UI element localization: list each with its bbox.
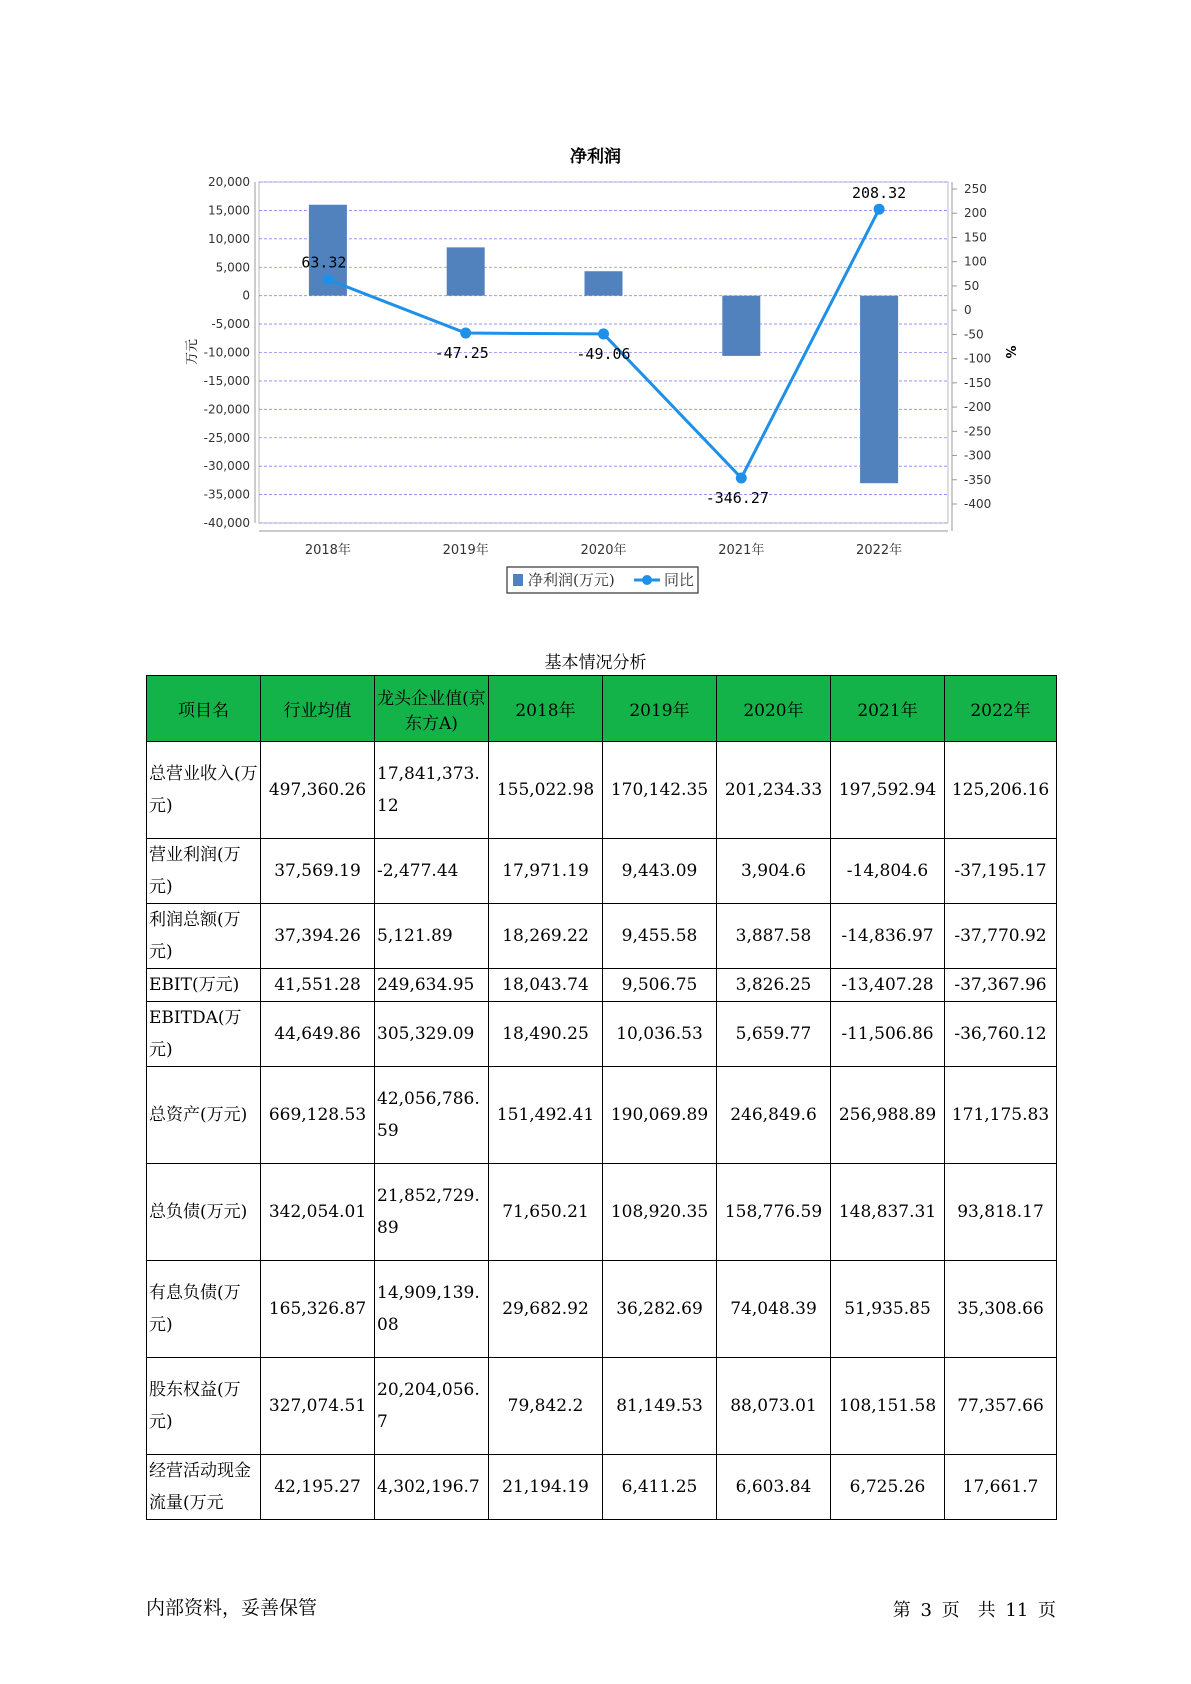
table-cell: 197,592.94 (831, 742, 945, 839)
table-cell: 36,282.69 (603, 1261, 717, 1358)
line-point (322, 274, 333, 285)
line-point (736, 472, 747, 483)
row-label: 股东权益(万元) (147, 1358, 261, 1455)
legend-bar-label: 净利润(万元) (528, 571, 615, 589)
legend-bar-swatch (513, 574, 523, 586)
line-point (874, 204, 885, 215)
y-tick-label: 15,000 (208, 203, 250, 218)
y-tick-label: -20,000 (203, 402, 250, 417)
table-cell: 125,206.16 (945, 742, 1057, 839)
y2-tick-label: 100 (964, 254, 987, 269)
table-cell: 9,455.58 (603, 904, 717, 969)
row-label: 总负债(万元) (147, 1164, 261, 1261)
y2-tick-label: 150 (964, 230, 987, 245)
y-tick-label: -25,000 (203, 430, 250, 445)
data-label: -49.06 (576, 344, 631, 363)
table-cell: 4,302,196.7 (375, 1455, 489, 1520)
table-cell: 171,175.83 (945, 1067, 1057, 1164)
row-label: 利润总额(万元) (147, 904, 261, 969)
y2-axis-title: % (1002, 345, 1017, 359)
chart-title: 净利润 (570, 147, 621, 167)
table-cell: 6,411.25 (603, 1455, 717, 1520)
table-cell: 165,326.87 (261, 1261, 375, 1358)
table-cell: 669,128.53 (261, 1067, 375, 1164)
table-cell: 17,971.19 (489, 839, 603, 904)
table-cell: 44,649.86 (261, 1002, 375, 1067)
row-label: 总资产(万元) (147, 1067, 261, 1164)
y2-tick-label: -300 (964, 448, 992, 463)
table-cell: 21,194.19 (489, 1455, 603, 1520)
table-cell: 42,195.27 (261, 1455, 375, 1520)
table-cell: 3,887.58 (717, 904, 831, 969)
table-cell: 9,506.75 (603, 969, 717, 1002)
y-tick-label: -35,000 (203, 487, 250, 502)
data-label: 63.32 (301, 253, 347, 272)
table-cell: 305,329.09 (375, 1002, 489, 1067)
y2-tick-label: -350 (964, 472, 992, 487)
header-item-name: 项目名 (147, 676, 261, 742)
y-tick-label: 20,000 (208, 175, 250, 189)
table-cell: 71,650.21 (489, 1164, 603, 1261)
table-cell: 81,149.53 (603, 1358, 717, 1455)
x-tick-label: 2019年 (442, 543, 489, 558)
table-cell: -14,804.6 (831, 839, 945, 904)
header-2022: 2022年 (945, 676, 1057, 742)
x-tick-label: 2021年 (718, 543, 765, 558)
data-label: 208.32 (852, 184, 907, 203)
y-tick-label: 10,000 (208, 231, 250, 246)
page-number: 第 3 页 共 11 页 (892, 1600, 1056, 1621)
table-cell: 148,837.31 (831, 1164, 945, 1261)
table-cell: 170,142.35 (603, 742, 717, 839)
table-cell: -37,367.96 (945, 969, 1057, 1002)
table-cell: 20,204,056.7 (375, 1358, 489, 1455)
header-2019: 2019年 (603, 676, 717, 742)
table-cell: -13,407.28 (831, 969, 945, 1002)
table-cell: 108,151.58 (831, 1358, 945, 1455)
table-row (147, 1067, 1057, 1164)
y2-tick-label: 250 (964, 182, 987, 196)
table-cell: 3,904.6 (717, 839, 831, 904)
table-cell: 190,069.89 (603, 1067, 717, 1164)
table-cell: 77,357.66 (945, 1358, 1057, 1455)
bar (585, 271, 623, 295)
table-cell: 246,849.6 (717, 1067, 831, 1164)
y-tick-label: 5,000 (215, 260, 250, 275)
header-2021: 2021年 (831, 676, 945, 742)
y-tick-label: -30,000 (203, 459, 250, 474)
y2-tick-label: 200 (964, 206, 987, 221)
row-label: EBITDA(万元) (147, 1002, 261, 1067)
table-cell: -11,506.86 (831, 1002, 945, 1067)
table-cell: 6,725.26 (831, 1455, 945, 1520)
table-cell: 10,036.53 (603, 1002, 717, 1067)
table-cell: -2,477.44 (375, 839, 489, 904)
table-cell: 5,659.77 (717, 1002, 831, 1067)
table-cell: -37,770.92 (945, 904, 1057, 969)
table-cell: 14,909,139.08 (375, 1261, 489, 1358)
table-cell: 21,852,729.89 (375, 1164, 489, 1261)
table-cell: 9,443.09 (603, 839, 717, 904)
table-row (147, 1164, 1057, 1261)
table-cell: 201,234.33 (717, 742, 831, 839)
x-tick-label: 2018年 (304, 543, 351, 558)
table-cell: 327,074.51 (261, 1358, 375, 1455)
table-cell: 5,121.89 (375, 904, 489, 969)
table-cell: 17,661.7 (945, 1455, 1057, 1520)
row-label: 营业利润(万元) (147, 839, 261, 904)
table-cell: 79,842.2 (489, 1358, 603, 1455)
header-2018: 2018年 (489, 676, 603, 742)
table-row (147, 839, 1057, 904)
table-cell: 18,490.25 (489, 1002, 603, 1067)
table-cell: 151,492.41 (489, 1067, 603, 1164)
table-cell: 3,826.25 (717, 969, 831, 1002)
table-row (147, 969, 1057, 1002)
line-point (598, 328, 609, 339)
table-cell: 42,056,786.59 (375, 1067, 489, 1164)
table-cell: 108,920.35 (603, 1164, 717, 1261)
row-label: EBIT(万元) (147, 969, 261, 1002)
basic-analysis-table (146, 675, 1057, 1520)
x-tick-label: 2022年 (856, 543, 903, 558)
table-cell: 18,269.22 (489, 904, 603, 969)
table-cell: 158,776.59 (717, 1164, 831, 1261)
table-cell: -36,760.12 (945, 1002, 1057, 1067)
y-tick-label: 0 (242, 288, 250, 303)
table-caption: 基本情况分析 (544, 653, 647, 673)
row-label: 总营业收入(万元) (147, 742, 261, 839)
header-2020: 2020年 (717, 676, 831, 742)
net-profit-chart (0, 170, 1191, 600)
table-cell: 18,043.74 (489, 969, 603, 1002)
y2-tick-label: -200 (964, 400, 992, 415)
table-row (147, 1358, 1057, 1455)
header-industry-average: 行业均值 (261, 676, 375, 742)
table-row (147, 1261, 1057, 1358)
table-row (147, 904, 1057, 969)
table-cell: 6,603.84 (717, 1455, 831, 1520)
table-cell: 35,308.66 (945, 1261, 1057, 1358)
table-cell: 93,818.17 (945, 1164, 1057, 1261)
table-cell: 17,841,373.12 (375, 742, 489, 839)
line-point (460, 328, 471, 339)
table-cell: 51,935.85 (831, 1261, 945, 1358)
data-label: -346.27 (705, 488, 769, 507)
x-tick-label: 2020年 (580, 543, 627, 558)
table-cell: 497,360.26 (261, 742, 375, 839)
y2-tick-label: 0 (964, 303, 972, 318)
header-leader-value: 龙头企业值(京东方A) (375, 676, 489, 742)
bar (447, 247, 485, 295)
table-cell: 41,551.28 (261, 969, 375, 1002)
table-cell: 29,682.92 (489, 1261, 603, 1358)
y-axis-title: 万元 (185, 338, 200, 366)
y-tick-label: -10,000 (203, 345, 250, 360)
table-cell: -14,836.97 (831, 904, 945, 969)
table-cell: 249,634.95 (375, 969, 489, 1002)
table-cell: 37,569.19 (261, 839, 375, 904)
y2-tick-label: -50 (964, 327, 984, 342)
y2-tick-label: 50 (964, 278, 980, 293)
table-cell: 342,054.01 (261, 1164, 375, 1261)
bar (860, 296, 898, 484)
table-cell: -37,195.17 (945, 839, 1057, 904)
table-cell: 256,988.89 (831, 1067, 945, 1164)
confidential-note: 内部资料，妥善保管 (146, 1597, 318, 1619)
table-row (147, 742, 1057, 839)
row-label: 经营活动现金流量(万元 (147, 1455, 261, 1520)
legend-line-label: 同比 (664, 571, 695, 589)
table-cell: 88,073.01 (717, 1358, 831, 1455)
table-cell: 155,022.98 (489, 742, 603, 839)
y2-tick-label: -400 (964, 497, 992, 511)
table-cell: 74,048.39 (717, 1261, 831, 1358)
y2-tick-label: -100 (964, 351, 992, 366)
legend-line-marker (642, 575, 652, 585)
y2-tick-label: -250 (964, 424, 992, 439)
table-row (147, 1455, 1057, 1520)
y-tick-label: -15,000 (203, 373, 250, 388)
table-header-row (147, 676, 1057, 742)
table-cell: 37,394.26 (261, 904, 375, 969)
y-tick-label: -40,000 (203, 516, 250, 530)
data-label: -47.25 (434, 344, 489, 363)
y-tick-label: -5,000 (211, 317, 250, 332)
row-label: 有息负债(万元) (147, 1261, 261, 1358)
bar (722, 296, 760, 356)
table-row (147, 1002, 1057, 1067)
y2-tick-label: -150 (964, 375, 992, 390)
